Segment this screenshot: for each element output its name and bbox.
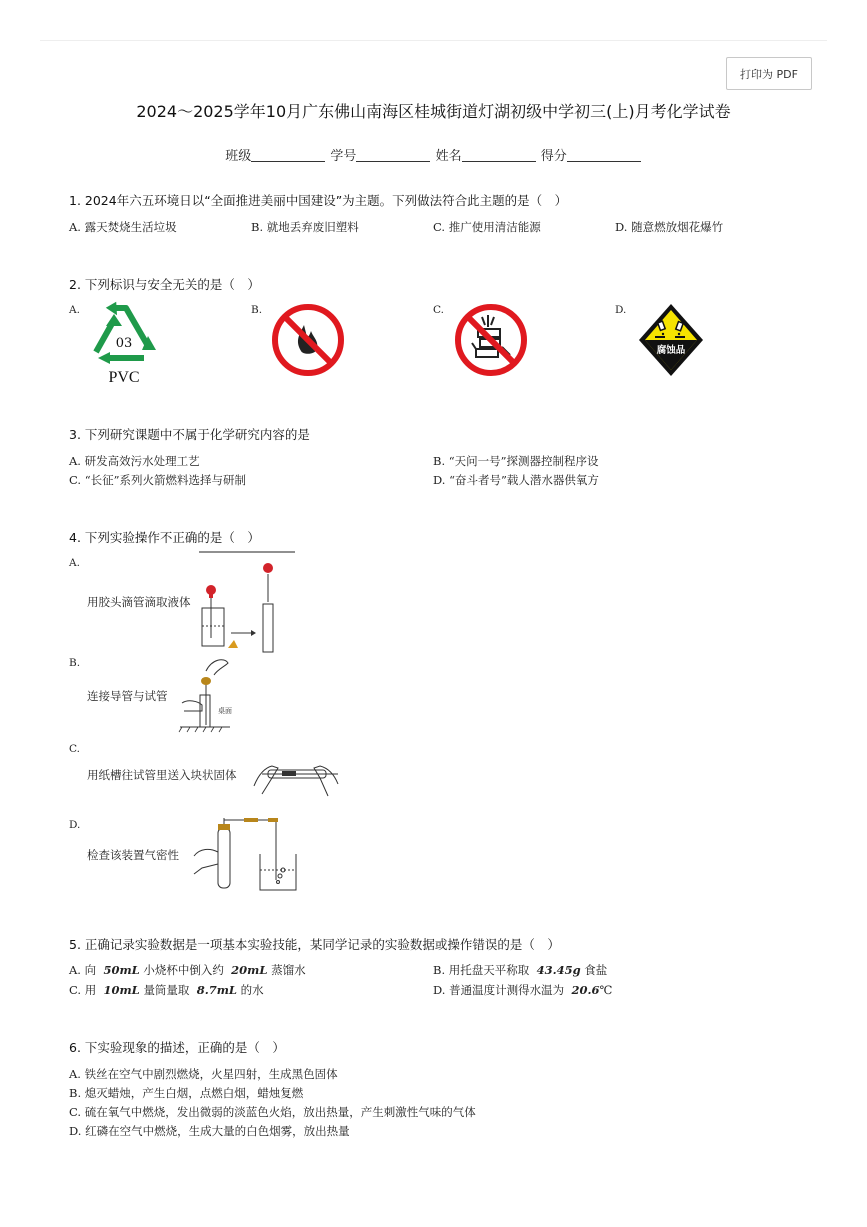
field-class-label: 班级 [225,149,252,164]
q2-label-c[interactable]: C. [433,304,444,316]
q4-caption-a: 用胶头滴管滴取液体 [87,595,191,609]
field-class-blank[interactable] [251,147,325,162]
q5-option-a[interactable] [69,962,306,978]
q1-option-a[interactable]: A. 露天焚烧生活垃圾 [69,220,177,234]
student-info-line [0,145,867,164]
paper-trough-illustration [252,756,342,800]
q4-label-b[interactable]: B. [69,657,81,669]
q1-option-c[interactable]: C. 推广使用清洁能源 [433,220,541,234]
q5-b-v1: 43.45g [536,963,581,977]
print-pdf-button[interactable]: 打印为 PDF [726,57,812,90]
corrosive-text: 腐蚀品 [656,345,686,356]
q6-option-d[interactable]: D. 红磷在空气中燃烧，生成大量的白色烟雾，放出热量 [69,1124,350,1138]
q5-option-c[interactable] [69,982,264,998]
q5-b-post: 食盐 [584,963,608,977]
q4-stem: 4. 下列实验操作不正确的是（ ） [69,530,260,545]
q5-a-v1: 50mL [103,963,140,977]
q1-option-d[interactable]: D. 随意燃放烟花爆竹 [615,220,724,234]
recycle-text: PVC [108,369,140,386]
field-name-blank[interactable] [462,147,536,162]
q1-option-b[interactable]: B. 就地丢弃废旧塑料 [251,220,359,234]
q5-a-v2: 20mL [231,963,268,977]
q3-option-d[interactable]: D. “奋斗者号”载人潜水器供氧方 [433,473,599,487]
recycle-pvc-icon [86,300,162,386]
q5-a-pre: A. 向 [69,963,97,977]
q5-stem: 5. 正确记录实验数据是一项基本实验技能，某同学记录的实验数据或操作错误的是（ ） [69,937,560,952]
q5-d-v1: 20.6 [571,983,600,997]
q6-option-b[interactable]: B. 熄灭蜡烛，产生白烟，点燃白烟，蜡烛复燃 [69,1086,304,1100]
page-title: 2024～2025学年10月广东佛山南海区桂城街道灯湖初级中学初三(上)月考化学试卷 [136,102,731,121]
q4-label-a[interactable]: A. [69,557,80,569]
q3-option-a[interactable]: A. 研发高效污水处理工艺 [69,454,200,468]
q5-c-pre: C. 用 [69,983,97,997]
q4-underline [199,551,295,553]
top-divider [40,40,827,41]
q5-b-pre: B. 用托盘天平称取 [433,963,530,977]
q4-label-c[interactable]: C. [69,743,80,755]
q6-option-c[interactable]: C. 硫在氧气中燃烧，发出微弱的淡蓝色火焰，放出热量，产生刺激性气味的气体 [69,1105,476,1119]
q5-option-b[interactable] [433,962,607,978]
q5-c-post: 的水 [240,983,264,997]
q4-caption-b: 连接导管与试管 [87,689,168,703]
q4-caption-c: 用纸槽往试管里送入块状固体 [87,768,237,782]
q5-c-v2: 8.7mL [196,983,238,997]
q5-c-v1: 10mL [103,983,140,997]
q5-d-post: ℃ [599,983,613,997]
q3-option-b[interactable]: B. “天问一号”探测器控制程序设 [433,454,599,468]
no-fire-sign-icon [271,303,345,377]
q2-label-d[interactable]: D. [615,304,627,316]
q5-a-mid: 小烧杯中倒入约 [143,963,224,977]
q5-d-pre: D. 普通温度计测得水温为 [433,983,565,997]
field-id-label: 学号 [330,149,357,164]
q2-label-a[interactable]: A. [69,304,80,316]
q3-option-c[interactable]: C. “长征”系列火箭燃料选择与研制 [69,473,246,487]
q1-stem: 1. 2024年六五环境日以“全面推进美丽中国建设”为主题。下列做法符合此主题的是（ ） [69,193,568,208]
airtightness-check-illustration [192,814,300,892]
corrosive-hazard-icon [637,302,705,378]
q4-label-d[interactable]: D. [69,819,81,831]
q5-option-d[interactable] [433,982,612,998]
q5-c-mid: 量筒量取 [143,983,190,997]
q5-a-post: 蒸馏水 [271,963,306,977]
q3-stem: 3. 下列研究课题中不属于化学研究内容的是 [69,427,310,442]
dropper-illustration [198,556,280,656]
field-score-blank[interactable] [567,147,641,162]
q4-caption-d: 检查该装置气密性 [87,848,179,862]
table-label: 桌面 [218,707,232,715]
field-score-label: 得分 [540,149,567,164]
q6-stem: 6. 下实验现象的描述，正确的是（ ） [69,1040,285,1055]
q2-label-b[interactable]: B. [251,304,263,316]
no-fireworks-sign-icon [454,303,528,377]
tube-connecting-illustration [178,655,248,733]
field-id-blank[interactable] [356,147,430,162]
field-name-label: 姓名 [435,149,462,164]
q2-stem: 2. 下列标识与安全无关的是（ ） [69,277,260,292]
recycle-number: 03 [115,336,133,351]
q6-option-a[interactable]: A. 铁丝在空气中剧烈燃烧，火星四射，生成黑色固体 [69,1067,338,1081]
